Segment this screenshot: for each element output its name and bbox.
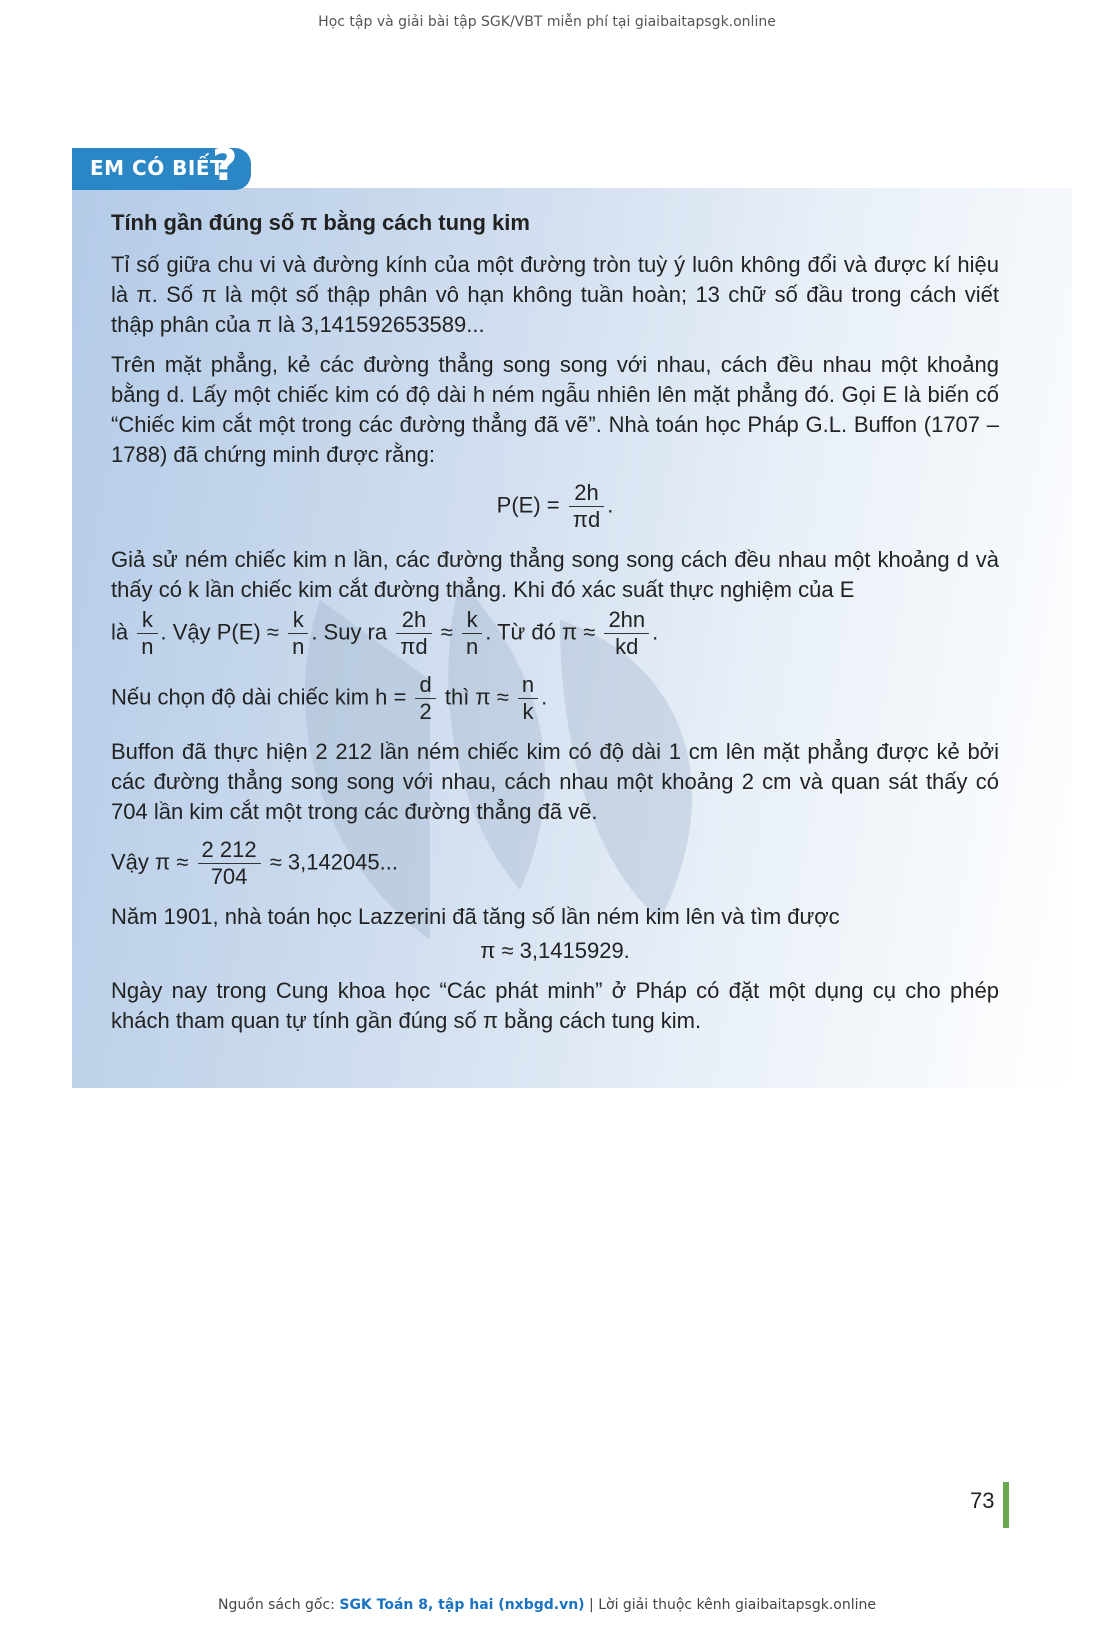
paragraph-buffon-result: Buffon đã thực hiện 2 212 lần ném chiếc kim có độ dài 1 cm lên mặt phẳng được kẻ bởi các đường thẳng song song với nhau, cách nhau một khoảng 2 cm và quan sát thấy có 704 lần kim cắt một trong các đường thẳng đã vẽ. (111, 739, 999, 824)
page-number: 73 (970, 1488, 995, 1513)
box-title: Tính gần đúng số π bằng cách tung kim (111, 210, 530, 235)
formula-line-pi-estimate: Vậy π ≈ $\frac{2 212}{704}$ ≈ 3,142045... (111, 837, 398, 889)
fraction-k-n: $\frac{k}{n}$ (137, 607, 157, 660)
fraction-d-2: $\frac{d}{2}$ (415, 672, 435, 725)
fraction-2212-704: $\frac{2 212}{704}$ (198, 837, 261, 890)
footer-prefix: Nguồn sách gốc: (218, 1597, 335, 1613)
page-number-bar (1003, 1482, 1009, 1528)
paragraph-today: Ngày nay trong Cung khoa học “Các phát minh” ở Pháp có đặt một dụng cụ cho phép khách tham quan tự tính gần đúng số π bằng cách tung kim. (111, 978, 999, 1033)
paragraph-lazzerini: Năm 1901, nhà toán học Lazzerini đã tăng số lần ném kim lên và tìm được (111, 904, 840, 929)
page-footer (0, 1597, 1094, 1613)
box-content (111, 208, 999, 1046)
fraction-n-k: $\frac{n}{k}$ (518, 672, 538, 725)
em-co-biet-tag (72, 140, 251, 191)
formula-line-estimate: là $\frac{k}{n}$ . Vậy P(E) ≈ $\frac{k}{n}$ . Suy ra $\frac{2h}{\pi d}$ ≈ $\frac{k}{n}$ . Từ đó π ≈ $\frac{2hn}{kd}$ . (111, 607, 659, 659)
fraction-2hn-kd: $\frac{2hn}{kd}$ (604, 607, 649, 660)
formula-lazzerini-pi: π ≈ 3,1415929. (480, 938, 630, 963)
fraction-2h-pid: $\frac{2h}{\pi d}$ (569, 480, 604, 533)
footer-source-link[interactable]: SGK Toán 8, tập hai (nxbgd.vn) (339, 1597, 585, 1613)
formula-probability: P(E) = $\frac{2h}{\pi d}$ . (496, 480, 614, 532)
fraction-k-n-2: $\frac{k}{n}$ (288, 607, 308, 660)
tag-label: EM CÓ BIẾT (90, 156, 225, 180)
paragraph-definition: Tỉ số giữa chu vi và đường kính của một đường tròn tuỳ ý luôn không đổi và được kí hiệu là π. Số π là một số thập phân vô hạn không tuần hoàn; 13 chữ số đầu trong cách viết thập phân của π là 3,141592653589... (111, 252, 999, 337)
fraction-2h-pid-2: $\frac{2h}{\pi d}$ (396, 607, 431, 660)
question-mark-icon: ? (212, 140, 238, 191)
fraction-k-n-3: $\frac{k}{n}$ (462, 607, 482, 660)
paragraph-experiment: Giả sử ném chiếc kim n lần, các đường thẳng song song cách đều nhau một khoảng d và thấy có k lần chiếc kim cắt đường thẳng. Khi đó xác suất thực nghiệm của E (111, 547, 999, 602)
footer-suffix: | Lời giải thuộc kênh giaibaitapsgk.online (589, 1597, 876, 1613)
page-header: Học tập và giải bài tập SGK/VBT miễn phí tại giaibaitapsgk.online (318, 14, 776, 30)
formula-line-needle-length: Nếu chọn độ dài chiếc kim h = $\frac{d}{2}$ thì π ≈ $\frac{n}{k}$ . (111, 672, 548, 724)
paragraph-buffon-setup: Trên mặt phẳng, kẻ các đường thẳng song song với nhau, cách đều nhau một khoảng bằng d. Lấy một chiếc kim có độ dài h ném ngẫu nhiên lên mặt phẳng đó. Gọi E là biến cố “Chiếc kim cắt một trong các đường thẳng đã vẽ”. Nhà toán học Pháp G.L. Buffon (1707 – 1788) đã chứng minh được rằng: (111, 352, 999, 467)
